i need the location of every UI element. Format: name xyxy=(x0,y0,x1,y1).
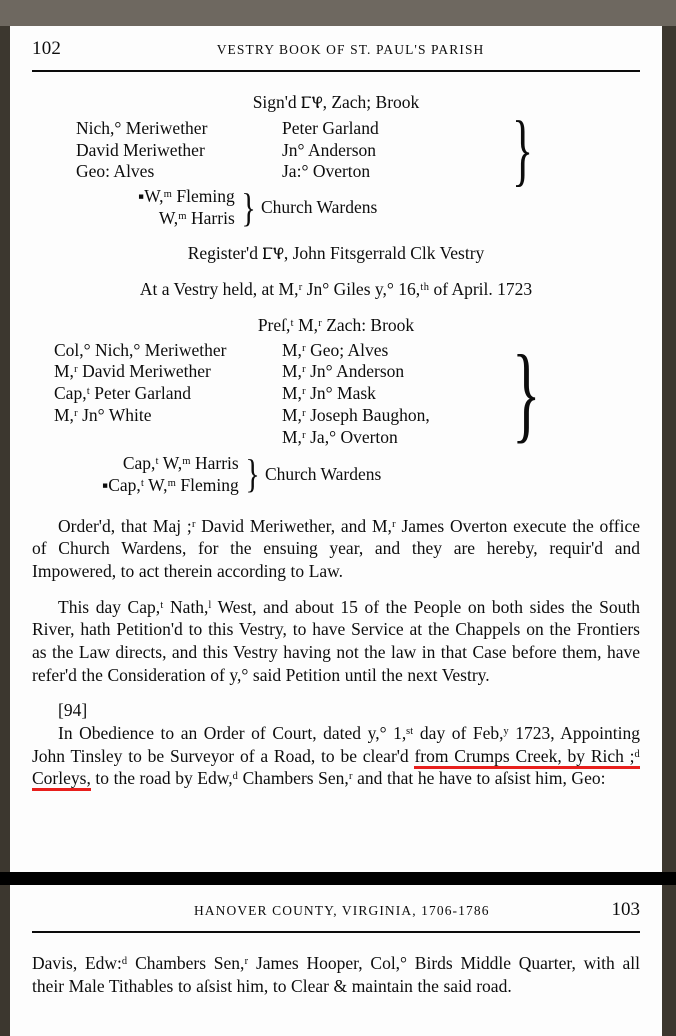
signers-block xyxy=(32,105,640,194)
signer-name: Peter Garland xyxy=(282,117,379,138)
member-name: M,ʳ Joseph Baughon, xyxy=(282,405,430,426)
warden-name: ▪Cap,ᵗ W,ᵐ Fleming xyxy=(102,474,239,495)
wardens-brace-2: } xyxy=(245,451,260,497)
church-wardens-group-2 xyxy=(32,452,640,496)
page-103 xyxy=(10,885,662,1036)
signed-line xyxy=(32,91,640,114)
wardens-label: Church Wardens xyxy=(264,463,382,484)
member-name: Cap,ᵗ Peter Garland xyxy=(54,383,191,404)
member-name: M,ʳ Geo; Alves xyxy=(282,339,389,360)
vestry-held-line xyxy=(32,278,640,301)
present-text: Preſ,ᵗ M,ʳ Zach: Brook xyxy=(257,314,415,335)
paragraph-orderd: Order'd, that Maj ;ʳ David Meriwether, and M,ʳ James Overton execute the office of Church Wardens, for the ensuing year, and they are hereby, requir'd and Impowered, to act therein according to Law. xyxy=(32,515,640,581)
member-name: M,ʳ David Meriwether xyxy=(54,361,211,382)
running-head-103 xyxy=(32,899,640,929)
folio-marker-text: [94] xyxy=(58,700,88,721)
road-text-underlined: from Crumps Creek, by Rich ;ᵈ Corleys, xyxy=(32,746,640,792)
scanner-top-bar xyxy=(0,0,676,26)
church-wardens-group-1 xyxy=(32,185,640,229)
road-text-before: In Obedience to an Order of Court, dated y,° 1,ˢᵗ day of Feb,ʸ 1723, Appointing John Tinsley to be Surveyor of a Road, to be clear'd xyxy=(32,722,640,766)
paragraph-continued-103: Davis, Edw:ᵈ Chambers Sen,ʳ James Hooper, Col,° Birds Middle Quarter, with all their Male Tithables to aſsist him, to Clear & maintain the said road. xyxy=(32,953,640,996)
warden-name: Cap,ᵗ W,ᵐ Harris xyxy=(122,452,239,473)
signers-brace: } xyxy=(512,105,534,194)
signers-right-column xyxy=(282,118,512,184)
signers-left-column xyxy=(32,118,282,184)
page-number-103: 103 xyxy=(611,899,640,920)
present-line xyxy=(32,314,640,337)
present-left-column xyxy=(32,340,282,449)
road-text-after: to the road by Edw,ᵈ Chambers Sen,ʳ and that he have to aſsist him, Geo: xyxy=(90,768,606,789)
paragraph-road-order xyxy=(32,722,640,790)
registered-line xyxy=(32,242,640,265)
signed-text: Sign'd ⳞⳠ, Zach; Brook xyxy=(252,92,420,112)
signer-name: Ja:° Overton xyxy=(282,161,371,182)
paragraph-petition: This day Cap,ᵗ Nath,ˡ West, and about 15 of the People on both sides the South River, hath Petition'd to this Vestry, to have Service at the Chappels on the Frontiers as the Law directs, and this Vestry having not the law in that Case before them, have refer'd the Consideration of y,° said Petition until the next Vestry. xyxy=(32,596,640,685)
running-head-102 xyxy=(32,38,640,68)
folio-marker-94 xyxy=(32,699,640,722)
registered-text: Register'd ⳞⳠ, John Fitsgerrald Clk Vestry xyxy=(187,243,485,264)
member-name: M,ʳ Jn° Anderson xyxy=(282,361,405,382)
present-right-column xyxy=(282,340,512,449)
warden-name: ▪W,ᵐ Fleming xyxy=(138,186,235,207)
member-name: M,ʳ Jn° White xyxy=(54,405,152,426)
page-102 xyxy=(10,26,662,872)
signer-name: Geo: Alves xyxy=(76,161,155,182)
warden-name: W,ᵐ Harris xyxy=(158,208,235,229)
member-name: M,ʳ Ja,° Overton xyxy=(282,426,398,447)
wardens-label: Church Wardens xyxy=(260,197,378,218)
book-title-102: VESTRY BOOK OF ST. PAUL'S PARISH xyxy=(216,42,485,57)
vestry-held-text: At a Vestry held, at M,ʳ Jn° Giles y,° 16,ᵗʰ of April. 1723 xyxy=(139,279,533,300)
present-members-brace: } xyxy=(512,333,541,453)
wardens-brace-1: } xyxy=(241,184,256,230)
signer-name: Jn° Anderson xyxy=(282,139,377,160)
present-members-block xyxy=(32,333,640,453)
book-title-103: HANOVER COUNTY, VIRGINIA, 1706-1786 xyxy=(193,903,490,918)
signer-name: David Meriwether xyxy=(76,139,205,160)
page-divider-bar xyxy=(0,872,676,885)
page-number-102: 102 xyxy=(32,38,62,59)
member-name: M,ʳ Jn° Mask xyxy=(282,383,376,404)
signer-name: Nich,° Meriwether xyxy=(76,117,208,138)
member-name: Col,° Nich,° Meriwether xyxy=(54,339,227,360)
